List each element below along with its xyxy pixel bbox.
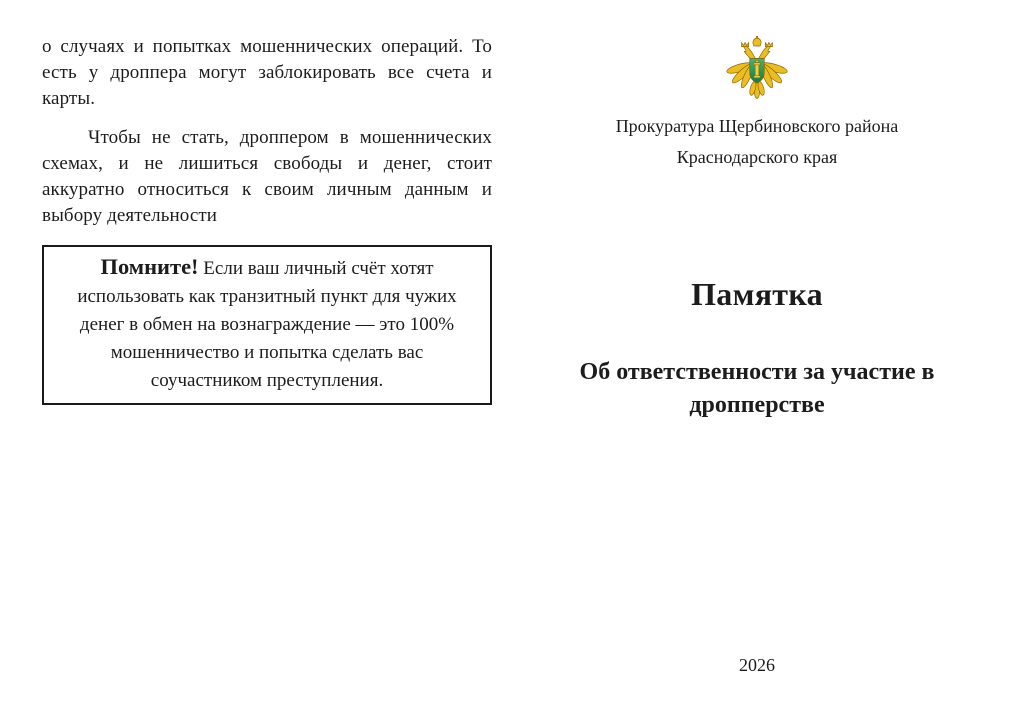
cover-page xyxy=(545,0,969,724)
left-page xyxy=(42,34,492,405)
organization-name-line2: Краснодарского края xyxy=(676,147,838,167)
notice-box xyxy=(42,245,492,405)
paragraph-advice: Чтобы не стать, дроппером в мошеннических схемах, и не лишиться свободы и денег, стоит аккуратно относиться к своим личным данным и выбору деятельности xyxy=(42,127,492,226)
paragraph-fraud-consequences: о случаях и попытках мошеннических операций. То есть у дроппера могут заблокировать все счета и карты. xyxy=(42,36,492,109)
year-label: 2026 xyxy=(739,655,775,675)
notice-lead-text: Помните! xyxy=(100,254,199,279)
notice-body-text: Если ваш личный счёт хотят использовать как транзитный пункт для чужих денег в обмен на вознаграждение — это 100% мошенничество и попытка сделать вас соучастником преступления. xyxy=(77,258,457,391)
organization-name-line1: Прокуратура Щербиновского района xyxy=(615,116,899,136)
page-title: Памятка xyxy=(691,276,823,312)
prosecutor-emblem-icon xyxy=(545,36,969,102)
page-subtitle: Об ответственности за участие в дропперстве xyxy=(579,359,935,418)
